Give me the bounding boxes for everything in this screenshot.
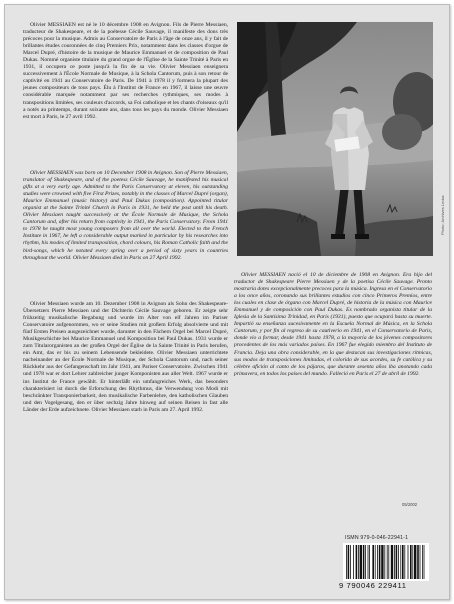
barcode-bar (417, 545, 419, 579)
barcode-bar (384, 545, 385, 579)
barcode-bar (422, 545, 423, 579)
barcode-number: 9 790046 229411 (339, 581, 407, 590)
barcode-bar (410, 545, 412, 579)
barcode-bar (424, 545, 425, 579)
barcode-bar (358, 545, 359, 579)
barcode-bar (402, 545, 404, 579)
barcode-block (339, 535, 431, 593)
barcode-bar (420, 545, 421, 579)
barcode-bar (360, 545, 362, 579)
barcode-bar (400, 545, 401, 579)
barcode-bar (377, 545, 378, 579)
biography-french: Olivier MESSIAEN est né le 10 décembre 1908 en Avignon. Fils de Pierre Messiaen, traducteur de Shakespeare, et de la poétesse Cécile Sauvage, il manifeste des dons très précoces pour la musique. Admis au Conservatoire de Paris à l'âge de onze ans, il y fait de brillantes études couronnées de cinq Premiers Prix, notamment dans les classes d'orgue de Marcel Dupré, d'histoire de la musique de Maurice Emmanuel et de composition de Paul Dukas. Nommé organiste titulaire du grand orgue de l'Église de la Sainte Trinité à Paris en 1931, il occupera ce poste jusqu'à la fin de sa vie. Olivier Messiaen enseignera successivement à l'École Normale de Musique, à la Schola Cantorum, puis à son retour de captivité en 1941 au Conservatoire de Paris. De 1941 à 1978 il y formera la plupart des jeunes compositeurs de tous pays. Élu à l'Institut de France en 1967, il laisse une œuvre considérable marquée notamment par ses recherches rythmiques, ses modes à transpositions limitées, ses couleurs d'accords, sa Foi catholique et les chants d'oiseaux qu'il a notés au printemps, durant soixante ans, dans tous les pays du monde. Olivier Messiaen est mort à Paris, le 27 avril 1992. (23, 22, 228, 120)
biography-german: Olivier Messiaen wurde am 10. Dezember 1908 in Avignon als Sohn des Shakespeare-Übersetzers Pierre Messiaen und der Dichterin Cécile Sauvage geboren. Er zeigte sehr frühzeitig musikalische Begabung und wurde im Alter von elf Jahren im Pariser Conservatoire aufgenommen, wo er seine Studien mit großem Erfolg absolvierte und mit fünf Ersten Preisen ausgezeichnet wurde, darunter in den Fächern Orgel bei Marcel Dupré, Musikgeschichte bei Maurice Emmanuel und Komposition bei Paul Dukas. 1931 wurde er zum Titularorganisten an der großen Orgel der Église de la Sainte Trinité in Paris berufen, ein Amt, das er bis zu seinem Lebensende bekleidete. Olivier Messiaen unterrichtete nacheinander an der École Normale de Musique, der Schola Cantorum und, nach seiner Rückkehr aus der Gefangenschaft im Jahr 1941, am Pariser Conservatoire. Zwischen 1941 und 1978 war er dort Lehrer zahlreicher junger Komponisten aus aller Welt. 1967 wurde er ins Institut de France gewählt. Er hinterläßt ein umfangreiches Werk, das besonders charakterisiert ist durch die Erforschung des Rhythmus, die Verwendung von Modi mit beschränkter Transponierbarkeit, den musikalische Farbenlehre, den katholischen Glauben und den Vogelgesang, den er über sechzig Jahre hinweg auf seinen Reisen in fast alle Länder der Erde aufzeichnete. Olivier Messiaen starb in Paris am 27. April 1992. (23, 301, 228, 413)
barcode-bar (353, 545, 354, 579)
barcode-bar (372, 545, 374, 579)
biography-spanish: Olivier MESSIAEN nació el 10 de diciembre de 1908 en Avignon. Era hijo del traductor de Shakespeare Pierre Messiaen y de la poetisa Cécile Sauvage. Pronto mostraría dotes excepcionalmente precoces para la música. Ingresa en el Conservatorio a los once años, coronando sus brillantes estudios con cinco Primeros Premios, entre los cuales en clase de órgano con Marcel Dupré, de historia de la música con Maurice Emmanuel y de composición con Paul Dukas. Es nombrado organista titular de la Iglesia de la Santísima Trinidad, en Paris (1931), puesto que ocupará hasta su muerte. Impartió su enseñanza sucesivamente en la Escuela Normal de Música, en la Schola Cantorum, y por fin al regreso de su cautiverio en 1941, en el Conservatorio de Paris, donde vio a formar, desde 1941 hasta 1978, a la mayoría de los jóvenes compositores procedentes de los más variados países. En 1967 fue elegido miembro del Instituto de Francia. Deja una obra considerable, en la que destacan sus investigaciones rítmicas, sus modos de transposiciones limitadas, el colorido de sus acordes, su fe católica y su célebre afición al canto de los pájaros, que durante sesenta años iba anotando cada primavera, en todos los países del mundo. Falleció en Paris el 27 de abril de 1992. (234, 272, 432, 377)
biography-english: Olivier MESSIAEN was born on 10 December 1908 in Avignon. Son of Pierre Messiaen, translator of Shakespeare, and of the poetess Cécile Sauvage, he manifested his musical gifts at a very early age. Admitted to the Paris Conservatory at eleven, his outstanding studies were crowned with five First Prizes, notably in the classes of Marcel Dupré (organ), Maurice Emmanuel (music history) and Paul Dukas (composition). Appointed titular organist at the Sainte Trinité Church in Paris in 1931, he held the post until his death. Olivier Messiaen taught successively at the École Normale de Musique, the Schola Cantorum and, after his return from captivity in 1941, the Paris Conservatory. From 1941 to 1978 he taught most young composers from all over the world. Elected to the French Institute in 1967, he left a considerable output marked in particular by his researches into rhythm, his modes of limited transposition, chord colours, his Roman Catholic faith and the bird-songs, which he notated every spring over a period of sixty years in countries throughout the world. Olivier Messiaen died in Paris on 27 April 1992. (23, 170, 228, 261)
isbn-label: ISMN 979-0-046-22941-1 (345, 535, 409, 541)
barcode-bar (414, 545, 416, 579)
barcode-bar (348, 545, 350, 579)
composer-photo-image (237, 22, 433, 256)
barcode-bar (408, 545, 409, 579)
barcode-image (343, 543, 429, 581)
composer-photo (237, 22, 433, 256)
barcode-bar (412, 545, 413, 579)
barcode-bar (350, 545, 351, 579)
barcode-bar (365, 545, 366, 579)
barcode-bar (387, 545, 388, 579)
barcode-bar (368, 545, 369, 579)
photo-credit: Photo: Archives Leduc (440, 195, 445, 235)
catalog-code: 05/2002 (402, 502, 418, 507)
barcode-bar (379, 545, 381, 579)
barcode-bar (346, 545, 347, 579)
back-cover (4, 4, 450, 600)
barcode-bar (396, 545, 398, 579)
barcode-bar (356, 545, 358, 579)
barcode-bar (375, 545, 376, 579)
barcode-bar (363, 545, 365, 579)
barcode-bar (394, 545, 395, 579)
barcode-bars (343, 543, 429, 581)
barcode-bar (388, 545, 389, 579)
barcode-bar (381, 545, 383, 579)
barcode-bar (404, 545, 405, 579)
barcode-bar (369, 545, 370, 579)
barcode-bar (391, 545, 393, 579)
barcode-bar (398, 545, 399, 579)
